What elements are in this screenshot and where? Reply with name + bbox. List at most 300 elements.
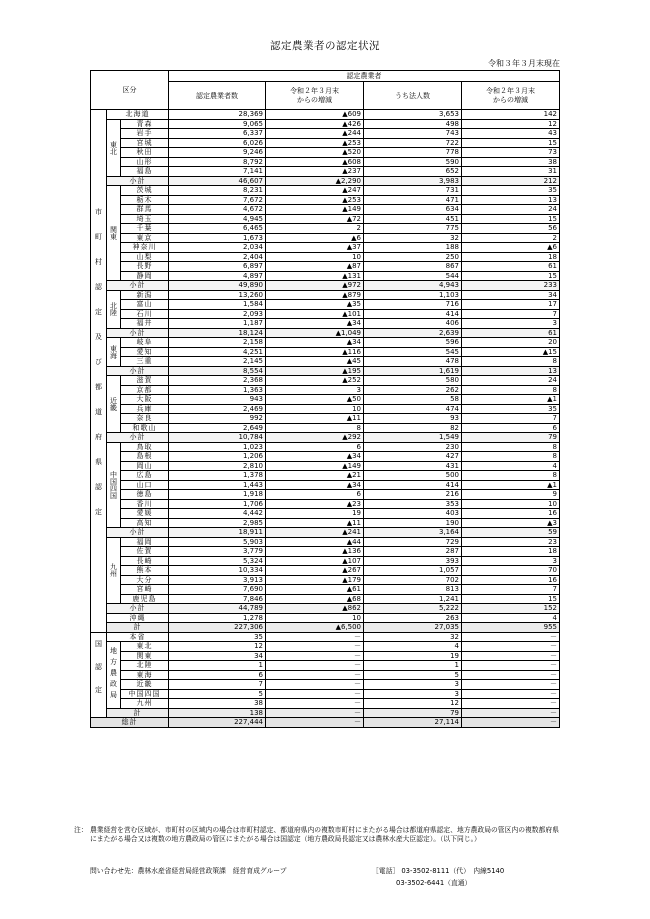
- prefecture-name: 神奈川: [121, 243, 169, 253]
- change-cell: ▲45: [266, 357, 364, 367]
- corp-change-cell: 59: [462, 528, 560, 538]
- prefecture-name: 山口: [121, 480, 169, 490]
- corp-count-cell: 32: [364, 233, 462, 243]
- farmer-count-cell: 2,985: [169, 518, 266, 528]
- change-cell: ▲2,290: [266, 176, 364, 186]
- farmer-count-cell: 18,911: [169, 528, 266, 538]
- corp-count-cell: 1,103: [364, 290, 462, 300]
- prefecture-name: 福島: [121, 167, 169, 177]
- prefecture-name: 大分: [121, 575, 169, 585]
- contact-tel-main: ［電話］ 03-3502-8111（代） 内線5140: [372, 867, 505, 875]
- subtotal-row: [91, 328, 560, 338]
- change-cell: 10: [266, 613, 364, 623]
- footnote-label: 注：: [74, 826, 88, 834]
- corp-count-cell: 702: [364, 575, 462, 585]
- regional-bureau-row: [91, 642, 560, 652]
- table-row: [91, 262, 560, 272]
- corp-count-cell: 580: [364, 376, 462, 386]
- farmer-count-cell: 2,093: [169, 309, 266, 319]
- corp-change-cell: －: [462, 718, 560, 728]
- farmer-count-cell: 34: [169, 651, 266, 661]
- farmer-count-cell: 18,124: [169, 328, 266, 338]
- corp-count-cell: 1,057: [364, 566, 462, 576]
- corp-count-cell: 3: [364, 680, 462, 690]
- corp-change-cell: 4: [462, 461, 560, 471]
- corp-change-cell: 16: [462, 575, 560, 585]
- farmer-count-cell: 2,404: [169, 252, 266, 262]
- farmer-count-cell: 1: [169, 661, 266, 671]
- change-cell: ▲247: [266, 186, 364, 196]
- corp-change-cell: 7: [462, 414, 560, 424]
- region-label: 東北: [107, 119, 121, 176]
- corp-change-cell: ▲1: [462, 480, 560, 490]
- prefecture-name: 徳島: [121, 490, 169, 500]
- corp-count-cell: 544: [364, 271, 462, 281]
- farmer-count-cell: 2,649: [169, 423, 266, 433]
- change-cell: －: [266, 689, 364, 699]
- change-cell: ▲1,049: [266, 328, 364, 338]
- corp-count-cell: 1: [364, 661, 462, 671]
- change-cell: ▲23: [266, 499, 364, 509]
- corp-change-cell: 35: [462, 404, 560, 414]
- corp-change-cell: －: [462, 661, 560, 671]
- change-cell: 3: [266, 385, 364, 395]
- corp-change-cell: 3: [462, 319, 560, 329]
- corp-count-cell: 93: [364, 414, 462, 424]
- corp-count-cell: 403: [364, 509, 462, 519]
- change-cell: ▲972: [266, 281, 364, 291]
- farmer-count-cell: 6,337: [169, 129, 266, 139]
- farmer-count-cell: 1,673: [169, 233, 266, 243]
- prefecture-name: 栃木: [121, 195, 169, 205]
- change-cell: －: [266, 642, 364, 652]
- farmer-count-cell: 992: [169, 414, 266, 424]
- corp-change-cell: 10: [462, 499, 560, 509]
- change-cell: ▲21: [266, 471, 364, 481]
- change-cell: ▲608: [266, 157, 364, 167]
- corp-change-cell: 61: [462, 328, 560, 338]
- prefecture-name: 岩手: [121, 129, 169, 139]
- table-row: [91, 290, 560, 300]
- change-cell: －: [266, 680, 364, 690]
- farmer-count-cell: 13,260: [169, 290, 266, 300]
- farmer-count-cell: 3,913: [169, 575, 266, 585]
- table-body: [91, 110, 560, 728]
- change-cell: ▲252: [266, 376, 364, 386]
- subtotal-label: 小計: [107, 528, 169, 538]
- change-cell: ▲520: [266, 148, 364, 158]
- change-cell: 8: [266, 423, 364, 433]
- change-cell: ▲107: [266, 556, 364, 566]
- prefecture-name: 岡山: [121, 461, 169, 471]
- region-label: 東海: [107, 338, 121, 367]
- corp-count-cell: 500: [364, 471, 462, 481]
- prefecture-name: 福井: [121, 319, 169, 329]
- corp-count-cell: 1,241: [364, 594, 462, 604]
- grand-total-label: 総計: [91, 718, 169, 728]
- prefecture-name: 岐阜: [121, 338, 169, 348]
- national-side-label: 国認定: [91, 632, 107, 718]
- corp-count-cell: 79: [364, 708, 462, 718]
- region-label: 近畿: [107, 376, 121, 433]
- corp-change-cell: －: [462, 670, 560, 680]
- prefecture-name: 和歌山: [121, 423, 169, 433]
- corp-change-cell: 8: [462, 471, 560, 481]
- corp-change-cell: －: [462, 689, 560, 699]
- corp-change-cell: 79: [462, 433, 560, 443]
- corp-change-cell: －: [462, 708, 560, 718]
- farmer-count-cell: 4,945: [169, 214, 266, 224]
- prefecture-name: 宮城: [121, 138, 169, 148]
- change-cell: ▲237: [266, 167, 364, 177]
- change-cell: ▲241: [266, 528, 364, 538]
- table-row: [91, 414, 560, 424]
- corp-count-cell: 431: [364, 461, 462, 471]
- table-row: [91, 167, 560, 177]
- table-row: [91, 338, 560, 348]
- farmer-count-cell: 1,278: [169, 613, 266, 623]
- farmer-count-cell: 2,810: [169, 461, 266, 471]
- change-cell: ▲426: [266, 119, 364, 129]
- corp-count-cell: 3,983: [364, 176, 462, 186]
- corp-change-cell: ▲1: [462, 395, 560, 405]
- corp-count-cell: 867: [364, 262, 462, 272]
- regional-bureau-row: [91, 661, 560, 671]
- change-cell: ▲61: [266, 585, 364, 595]
- change-cell: ▲292: [266, 433, 364, 443]
- as-of-date: 令和３年３月末現在: [488, 59, 560, 68]
- regional-bureau-row: [91, 651, 560, 661]
- farmer-count-cell: 1,918: [169, 490, 266, 500]
- regional-bureau-row: [91, 699, 560, 709]
- table-row: [91, 186, 560, 196]
- farmer-count-cell: 2,158: [169, 338, 266, 348]
- corp-count-cell: 498: [364, 119, 462, 129]
- corp-change-cell: 7: [462, 585, 560, 595]
- subtotal-label: 小計: [107, 328, 169, 338]
- subtotal-row: [91, 604, 560, 614]
- corp-change-cell: 13: [462, 366, 560, 376]
- prefecture-name: 奈良: [121, 414, 169, 424]
- corp-change-cell: 212: [462, 176, 560, 186]
- prefecture-name: 滋賀: [121, 376, 169, 386]
- corp-count-cell: 427: [364, 452, 462, 462]
- change-cell: ▲253: [266, 138, 364, 148]
- prefecture-name: 愛知: [121, 347, 169, 357]
- header-col-count: 認定農業者数: [169, 82, 266, 110]
- farmer-count-cell: 2,469: [169, 404, 266, 414]
- table-row: [91, 518, 560, 528]
- header-kubun: 区分: [91, 71, 169, 110]
- corp-change-cell: 18: [462, 547, 560, 557]
- table-row: [91, 319, 560, 329]
- corp-change-cell: 70: [462, 566, 560, 576]
- farmer-count-cell: 28,369: [169, 110, 266, 120]
- change-cell: ▲68: [266, 594, 364, 604]
- subtotal-label: 小計: [107, 604, 169, 614]
- corp-count-cell: 652: [364, 167, 462, 177]
- corp-change-cell: 56: [462, 224, 560, 234]
- corp-change-cell: 4: [462, 613, 560, 623]
- change-cell: ▲72: [266, 214, 364, 224]
- table-row: [91, 423, 560, 433]
- bureau-name: 東北: [121, 642, 169, 652]
- prefecture-name: 三重: [121, 357, 169, 367]
- change-cell: －: [266, 670, 364, 680]
- farmer-count-cell: 8,554: [169, 366, 266, 376]
- table-row: [91, 385, 560, 395]
- footnote: [74, 826, 560, 844]
- corp-count-cell: 353: [364, 499, 462, 509]
- corp-count-cell: 58: [364, 395, 462, 405]
- table-row: [91, 585, 560, 595]
- subtotal-row: [91, 281, 560, 291]
- farmer-count-cell: 7,846: [169, 594, 266, 604]
- farmer-count-cell: 5,903: [169, 537, 266, 547]
- corp-count-cell: 778: [364, 148, 462, 158]
- corp-count-cell: 5: [364, 670, 462, 680]
- prefecture-name: 島根: [121, 452, 169, 462]
- table-row: [91, 395, 560, 405]
- subtotal-label: 小計: [107, 433, 169, 443]
- table-row: [91, 613, 560, 623]
- change-cell: ▲267: [266, 566, 364, 576]
- prefecture-name: 佐賀: [121, 547, 169, 557]
- change-cell: ▲6: [266, 233, 364, 243]
- table-row: [91, 594, 560, 604]
- bureau-name: 中国四国: [121, 689, 169, 699]
- change-cell: ▲195: [266, 366, 364, 376]
- farmer-count-cell: 7,141: [169, 167, 266, 177]
- region-label: 中国四国: [107, 442, 121, 528]
- subtotal-label: 小計: [107, 366, 169, 376]
- farmer-count-cell: 138: [169, 708, 266, 718]
- corp-count-cell: 590: [364, 157, 462, 167]
- change-cell: ▲149: [266, 205, 364, 215]
- change-cell: ▲131: [266, 271, 364, 281]
- change-cell: 6: [266, 490, 364, 500]
- prefecture-name: 鹿児島: [121, 594, 169, 604]
- corp-count-cell: 19: [364, 651, 462, 661]
- prefecture-name: 鳥取: [121, 442, 169, 452]
- corp-change-cell: 24: [462, 376, 560, 386]
- table-row: [91, 157, 560, 167]
- prefecture-name: 沖縄: [107, 613, 169, 623]
- corp-change-cell: －: [462, 699, 560, 709]
- change-cell: ▲34: [266, 452, 364, 462]
- table-row: [91, 509, 560, 519]
- bureau-name: 九州: [121, 699, 169, 709]
- corp-count-cell: 545: [364, 347, 462, 357]
- farmer-count-cell: 46,607: [169, 176, 266, 186]
- corp-count-cell: 32: [364, 632, 462, 642]
- farmer-count-cell: 2,145: [169, 357, 266, 367]
- contact-tel-direct: 03-3502-6441（直通）: [396, 879, 472, 887]
- subtotal-label: 小計: [107, 281, 169, 291]
- footnote-text: 農業経営を営む区域が、市町村の区域内の場合は市町村認定、都道府県内の複数市町村にまたがる場合は都道府県認定、地方農政局の管区内の複数都府県にまたがる場合又は複数の地方農政局の管区にまたがる場合は国認定（地方農政局長認定又は農林水産大臣認定）。（以下同じ。）: [90, 826, 559, 843]
- corp-count-cell: 634: [364, 205, 462, 215]
- corp-change-cell: 3: [462, 556, 560, 566]
- corp-count-cell: 471: [364, 195, 462, 205]
- bureau-name: 近畿: [121, 680, 169, 690]
- header-col-corp: うち法人数: [364, 82, 462, 110]
- change-cell: 2: [266, 224, 364, 234]
- corp-count-cell: 478: [364, 357, 462, 367]
- change-cell: ▲879: [266, 290, 364, 300]
- corp-count-cell: 393: [364, 556, 462, 566]
- change-cell: ▲101: [266, 309, 364, 319]
- corp-count-cell: 743: [364, 129, 462, 139]
- farmer-count-cell: 38: [169, 699, 266, 709]
- prefecture-name: 石川: [121, 309, 169, 319]
- prefecture-name: 長崎: [121, 556, 169, 566]
- table-row: [91, 300, 560, 310]
- subtotal-row: [91, 366, 560, 376]
- prefecture-name: 宮崎: [121, 585, 169, 595]
- change-cell: ▲37: [266, 243, 364, 253]
- regional-bureau-row: [91, 680, 560, 690]
- table-row: [91, 148, 560, 158]
- change-cell: ▲6,500: [266, 623, 364, 633]
- table-row: [91, 499, 560, 509]
- farmer-count-cell: 1,363: [169, 385, 266, 395]
- corp-change-cell: 2: [462, 233, 560, 243]
- corp-change-cell: 233: [462, 281, 560, 291]
- change-cell: ▲609: [266, 110, 364, 120]
- regional-bureau-row: [91, 670, 560, 680]
- corp-count-cell: 2,639: [364, 328, 462, 338]
- corp-change-cell: 18: [462, 252, 560, 262]
- farmer-count-cell: 1,584: [169, 300, 266, 310]
- corp-change-cell: 35: [462, 186, 560, 196]
- header-row-1: [91, 71, 560, 82]
- farmer-count-cell: 7,672: [169, 195, 266, 205]
- corp-change-cell: 23: [462, 537, 560, 547]
- farmer-count-cell: 2,368: [169, 376, 266, 386]
- table-row: [91, 480, 560, 490]
- corp-change-cell: 34: [462, 290, 560, 300]
- table-row: [91, 575, 560, 585]
- prefecture-name: 東京: [121, 233, 169, 243]
- change-cell: ▲116: [266, 347, 364, 357]
- page-title: 認定農業者の認定状況: [270, 40, 380, 52]
- table-row: [91, 556, 560, 566]
- corp-count-cell: 27,035: [364, 623, 462, 633]
- prefecture-name: 熊本: [121, 566, 169, 576]
- farmer-count-cell: 12: [169, 642, 266, 652]
- prefecture-name: 茨城: [121, 186, 169, 196]
- farmer-count-cell: 227,306: [169, 623, 266, 633]
- honsho-row: [91, 632, 560, 642]
- change-cell: －: [266, 718, 364, 728]
- farmer-count-cell: 3,779: [169, 547, 266, 557]
- change-cell: 6: [266, 442, 364, 452]
- corp-change-cell: 17: [462, 300, 560, 310]
- bureau-name: 関東: [121, 651, 169, 661]
- change-cell: ▲35: [266, 300, 364, 310]
- corp-change-cell: 15: [462, 214, 560, 224]
- corp-count-cell: 4,943: [364, 281, 462, 291]
- region-label: 北陸: [107, 290, 121, 328]
- table-row: [91, 224, 560, 234]
- farmer-count-cell: 7,690: [169, 585, 266, 595]
- table-row: [91, 566, 560, 576]
- corp-change-cell: 73: [462, 148, 560, 158]
- farmer-count-cell: 8,792: [169, 157, 266, 167]
- corp-change-cell: 16: [462, 509, 560, 519]
- corp-change-cell: 8: [462, 442, 560, 452]
- table-row: [91, 442, 560, 452]
- farmer-count-cell: 9,065: [169, 119, 266, 129]
- regional-bureau-label: 地方農政局: [107, 642, 121, 709]
- table-row: [91, 110, 560, 120]
- prefecture-name: 大阪: [121, 395, 169, 405]
- change-cell: －: [266, 661, 364, 671]
- change-cell: ▲87: [266, 262, 364, 272]
- table-row: [91, 461, 560, 471]
- prefecture-name: 北海道: [107, 110, 169, 120]
- corp-count-cell: 190: [364, 518, 462, 528]
- farmer-count-cell: 1,443: [169, 480, 266, 490]
- change-cell: ▲50: [266, 395, 364, 405]
- change-cell: 19: [266, 509, 364, 519]
- corp-change-cell: 7: [462, 309, 560, 319]
- prefecture-name: 長野: [121, 262, 169, 272]
- corp-count-cell: 188: [364, 243, 462, 253]
- municipal-side-label: 市町村認定及び都道府県認定: [91, 110, 107, 633]
- farmer-count-cell: 4,251: [169, 347, 266, 357]
- corp-change-cell: 8: [462, 385, 560, 395]
- prefecture-name: 千葉: [121, 224, 169, 234]
- table-row: [91, 471, 560, 481]
- regional-bureau-row: [91, 689, 560, 699]
- table-row: [91, 452, 560, 462]
- farmer-count-cell: 9,246: [169, 148, 266, 158]
- prefecture-name: 香川: [121, 499, 169, 509]
- farmer-count-cell: 227,444: [169, 718, 266, 728]
- farmer-count-cell: 5,324: [169, 556, 266, 566]
- farmer-count-cell: 10,334: [169, 566, 266, 576]
- corp-change-cell: 6: [462, 423, 560, 433]
- region-label: 関東: [107, 186, 121, 281]
- corp-count-cell: 451: [364, 214, 462, 224]
- corp-change-cell: 8: [462, 357, 560, 367]
- prefecture-name: 群馬: [121, 205, 169, 215]
- corp-change-cell: 24: [462, 205, 560, 215]
- table-row: [91, 214, 560, 224]
- bureau-name: 北陸: [121, 661, 169, 671]
- corp-count-cell: 230: [364, 442, 462, 452]
- farmer-count-cell: 5: [169, 689, 266, 699]
- change-cell: ▲44: [266, 537, 364, 547]
- change-cell: 10: [266, 404, 364, 414]
- farmer-count-cell: 943: [169, 395, 266, 405]
- table-row: [91, 309, 560, 319]
- table-row: [91, 404, 560, 414]
- farmer-count-cell: 2,034: [169, 243, 266, 253]
- corp-count-cell: 3,164: [364, 528, 462, 538]
- farmer-count-cell: 1,378: [169, 471, 266, 481]
- header-group: 認定農業者: [169, 71, 560, 82]
- corp-count-cell: 3: [364, 689, 462, 699]
- corp-count-cell: 731: [364, 186, 462, 196]
- corp-count-cell: 216: [364, 490, 462, 500]
- corp-count-cell: 722: [364, 138, 462, 148]
- prefecture-name: 山梨: [121, 252, 169, 262]
- subtotal-row: [91, 528, 560, 538]
- farmer-count-cell: 6,026: [169, 138, 266, 148]
- corp-count-cell: 27,114: [364, 718, 462, 728]
